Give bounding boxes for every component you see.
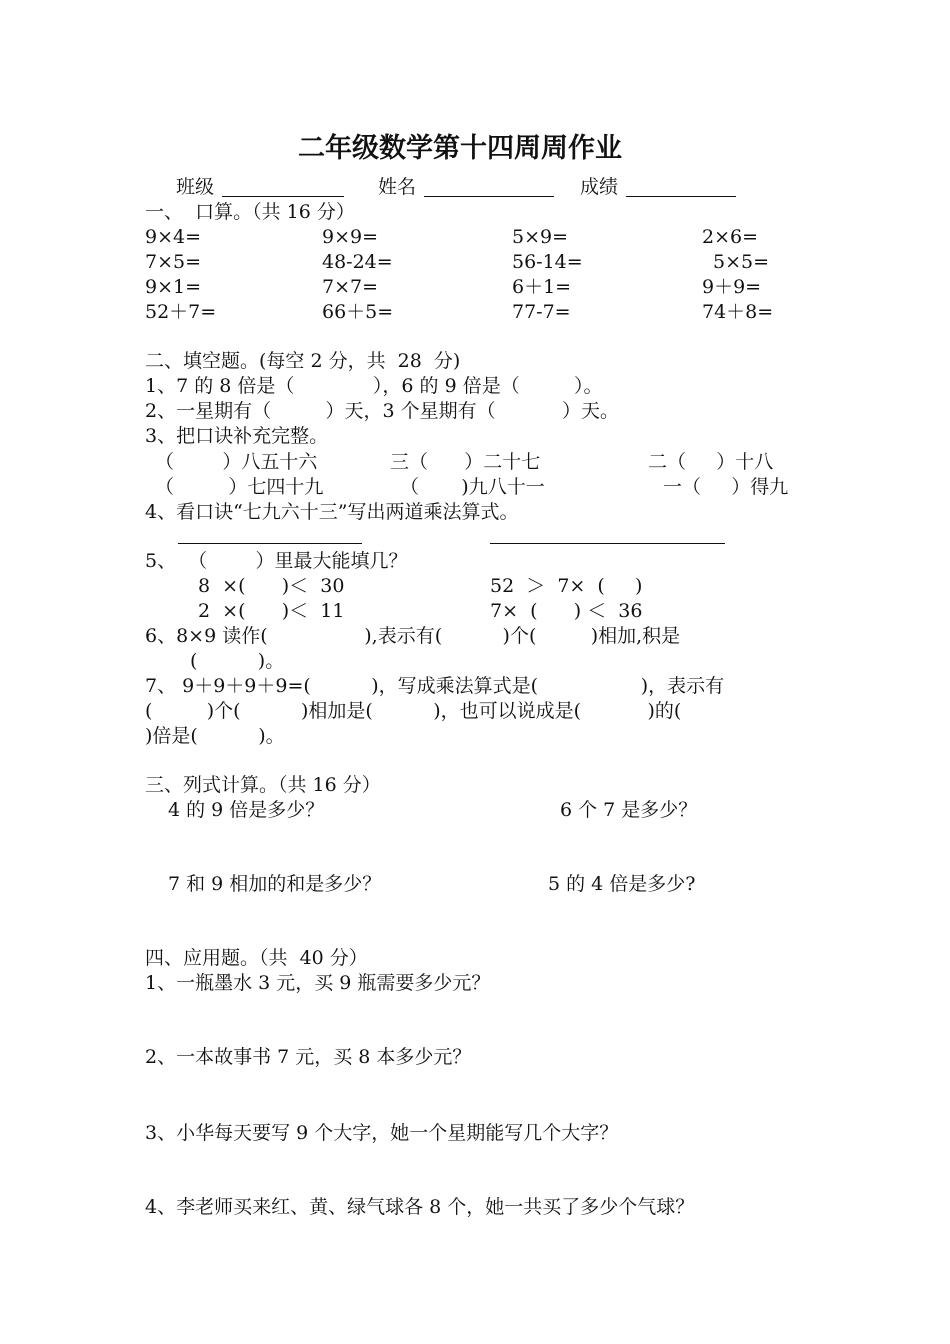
score-label: 成绩 [580, 176, 619, 198]
inequality-item: 52 ＞ 7× ( ) [490, 575, 643, 597]
class-blank[interactable] [222, 196, 344, 197]
calc-item: 6＋1= [512, 276, 572, 298]
calc-item: 7×7= [322, 276, 379, 298]
calc-item: 48-24= [322, 251, 393, 273]
calc-item: 52＋7= [145, 301, 217, 323]
section-2-heading: 二、填空题。(每空 2 分，共 28 分) [145, 350, 461, 372]
calc-item: 5×5= [713, 251, 770, 273]
fill-question-7: 7、 9＋9＋9＋9=( )，写成乘法算式是( )，表示有 [145, 675, 725, 697]
section-3-heading: 三、列式计算。（共 16 分） [145, 774, 381, 796]
calc-question-1: 4 的 9 倍是多少？ [168, 799, 325, 821]
fill-question-5: 5、 （ ）里最大能填几？ [145, 550, 408, 572]
calc-item: 77-7= [512, 301, 571, 323]
rhyme-item: （ ）七四十九 [155, 476, 324, 498]
rhyme-item: 一（ ）得九 [663, 476, 789, 498]
inequality-item: 8 ×( )＜ 30 [198, 575, 345, 597]
rhyme-item: 二（ ）十八 [648, 451, 774, 473]
fill-question-2: 2、一星期有（ ）天，3 个星期有（ ）天。 [145, 400, 620, 422]
inequality-item: 7× ( ) ＜ 36 [490, 600, 643, 622]
fill-question-6: 6、8×9 读作( ),表示有( )个( )相加,积是 [145, 625, 681, 647]
calc-item: 9×4= [145, 226, 202, 248]
inequality-item: 2 ×( )＜ 11 [198, 600, 345, 622]
calc-item: 56-14= [512, 251, 583, 273]
calc-item: 7×5= [145, 251, 202, 273]
fill-question-7-cont: )倍是( )。 [145, 725, 285, 747]
calc-item: 74＋8= [702, 301, 774, 323]
word-problem-3: 3、小华每天要写 9 个大字，她一个星期能写几个大字？ [145, 1122, 619, 1144]
name-blank[interactable] [424, 196, 554, 197]
rhyme-item: （ ）八五十六 [155, 451, 318, 473]
name-label: 姓名 [378, 176, 417, 198]
fill-question-7-cont: ( )个( )相加是( )，也可以说成是( )的( [145, 700, 682, 722]
class-label: 班级 [176, 176, 215, 198]
section-4-heading: 四、应用题。（共 40 分） [145, 947, 368, 969]
calc-question-2: 6 个 7 是多少？ [560, 799, 698, 821]
rhyme-item: 三（ ）二十七 [390, 451, 541, 473]
answer-line[interactable] [490, 543, 725, 544]
calc-item: 9×9= [322, 226, 379, 248]
calc-question-3: 7 和 9 相加的和是多少？ [168, 873, 382, 895]
fill-question-1: 1、7 的 8 倍是（ ），6 的 9 倍是（ ）。 [145, 375, 603, 397]
answer-line[interactable] [178, 543, 362, 544]
page-title: 二年级数学第十四周周作业 [298, 133, 622, 164]
fill-question-3: 3、把口诀补充完整。 [145, 425, 329, 447]
rhyme-item: （ )九八十一 [400, 476, 545, 498]
calc-item: 5×9= [512, 226, 569, 248]
fill-question-4: 4、看口诀“七九六十三”写出两道乘法算式。 [145, 501, 519, 523]
section-1-heading: 一、 口算。（共 16 分） [145, 201, 355, 223]
word-problem-1: 1、一瓶墨水 3 元，买 9 瓶需要多少元？ [145, 972, 491, 994]
calc-item: 2×6= [702, 226, 759, 248]
score-blank[interactable] [626, 196, 736, 197]
word-problem-2: 2、一本故事书 7 元，买 8 本多少元？ [145, 1046, 472, 1068]
calc-item: 9×1= [145, 276, 202, 298]
calc-item: 66＋5= [322, 301, 394, 323]
calc-item: 9＋9= [702, 276, 762, 298]
word-problem-4: 4、李老师买来红、黄、绿气球各 8 个，她一共买了多少个气球？ [145, 1196, 695, 1218]
calc-question-4: 5 的 4 倍是多少? [548, 873, 696, 895]
fill-question-6-cont: ( )。 [190, 650, 285, 672]
